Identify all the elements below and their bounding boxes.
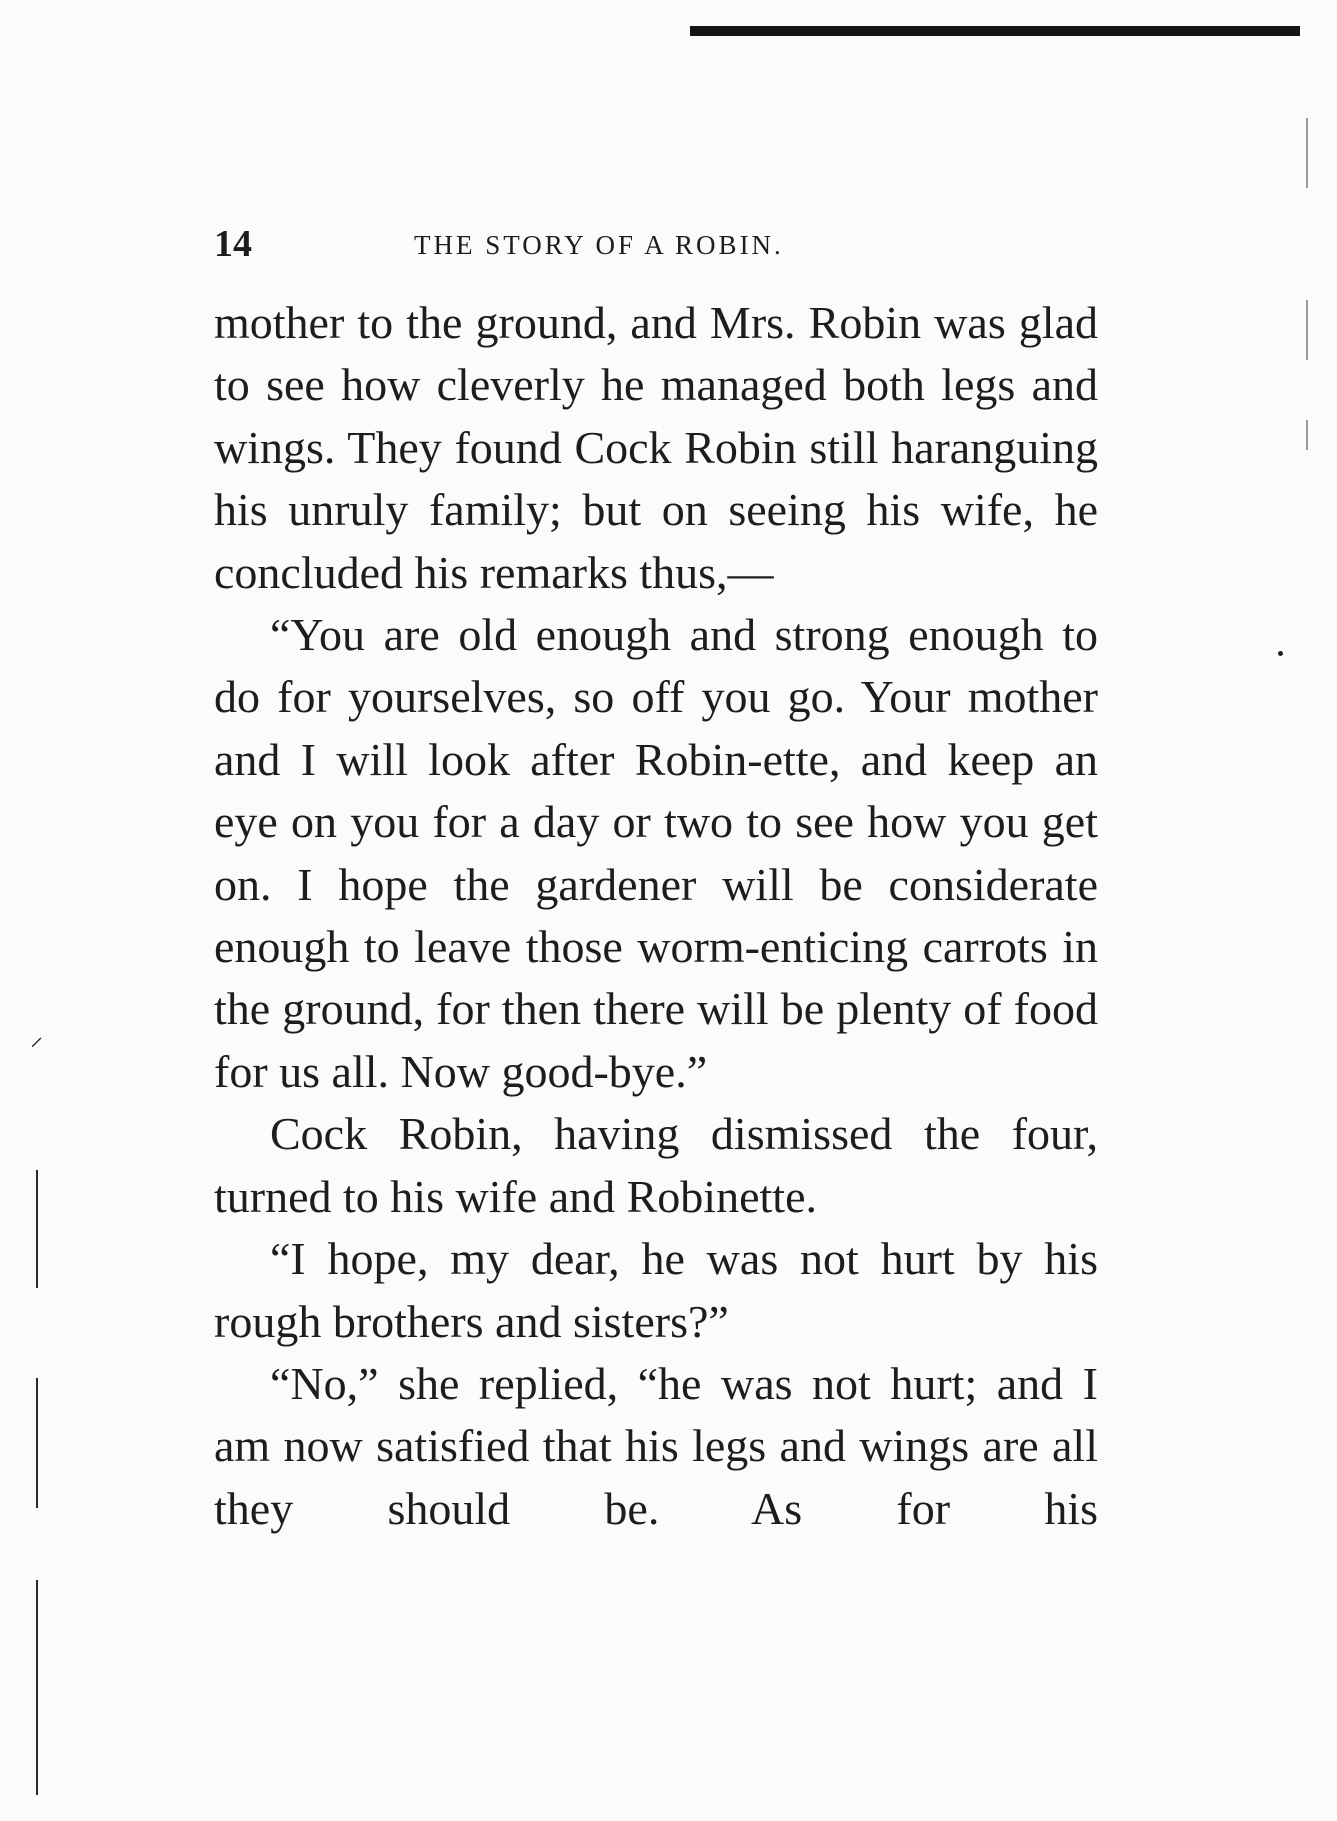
- top-rule: [690, 26, 1300, 36]
- body-text: [214, 292, 1098, 1540]
- ink-speck: [1278, 651, 1283, 656]
- paragraph: “You are old enough and strong enough to do for yourselves, so off you go. Your mother and I will look after Robin-ette, and keep an eye on you for a day or two to see how you get on. I hope the gardener will be considerate enough to leave those worm-enticing carrots in the ground, for then there will be plenty of food for us all. Now good-bye.”: [214, 609, 1098, 1097]
- paragraph: Cock Robin, having dismissed the four, turned to his wife and Robinette.: [214, 1108, 1098, 1222]
- edge-speck: [1306, 300, 1308, 360]
- paragraph: “I hope, my dear, he was not hurt by his rough brothers and sisters?”: [214, 1233, 1098, 1347]
- page-number: 14: [214, 223, 252, 265]
- margin-mark-icon: ⸍: [30, 1033, 44, 1062]
- margin-scan-line: [36, 1378, 38, 1508]
- running-title: THE STORY OF A ROBIN.: [414, 230, 784, 260]
- page-header: [214, 222, 1094, 266]
- paragraph: mother to the ground, and Mrs. Robin was glad to see how cleverly he managed both legs and wings. They found Cock Robin still haranguing his unruly family; but on seeing his wife, he concluded his remarks thus,—: [214, 297, 1098, 598]
- margin-scan-line: [36, 1170, 38, 1288]
- edge-speck: [1306, 420, 1308, 450]
- paragraph: “No,” she replied, “he was not hurt; and I am now satisfied that his legs and wings are all they should be. As for his: [214, 1357, 1098, 1534]
- edge-speck: [1306, 118, 1308, 188]
- margin-scan-line: [36, 1580, 38, 1795]
